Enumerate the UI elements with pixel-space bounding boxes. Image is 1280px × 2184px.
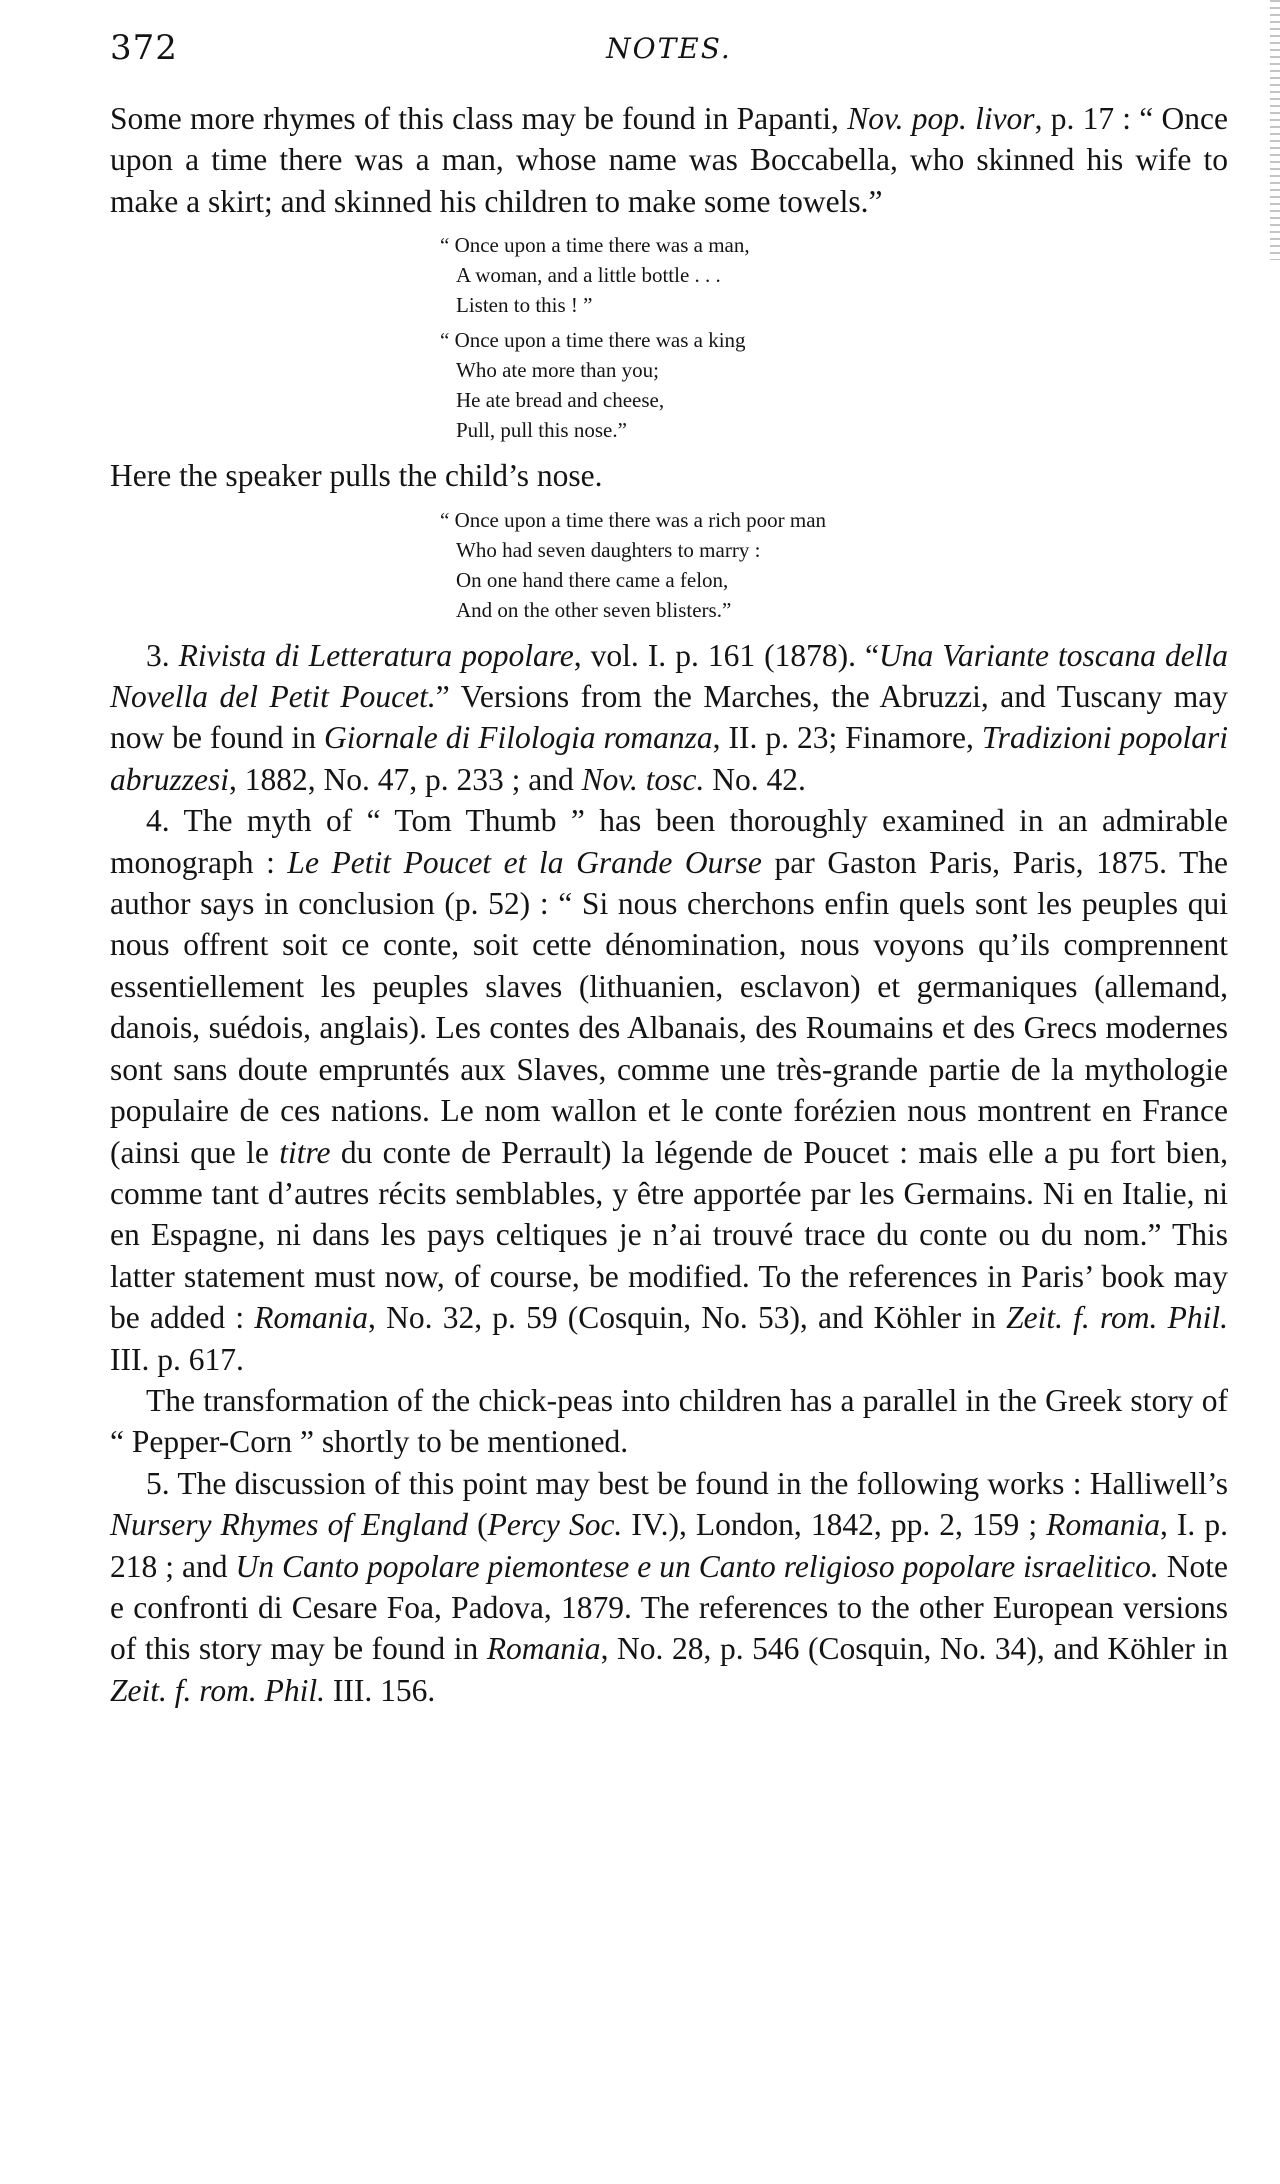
verse-line: A woman, and a little bottle . . . [456,263,721,288]
italic-title: Romania [486,1631,601,1667]
text-run: 5. The discussion of this point may best be found in the following works : Halliwell’s [146,1465,1228,1501]
verse-line: “ Once upon a time there was a rich poor man [440,507,827,532]
text-run: 4. The myth of “ Tom Thumb ” has been thoroughly examined in an admirable monograph : [110,803,1228,880]
text-run: ” Versions from the Marches, the Abruzzi, and Tuscany may now be found in [110,679,1228,756]
note-3 [110,635,1228,801]
stanza-1 [440,230,1228,320]
intro-paragraph [110,98,1228,222]
text-run: III. p. 617. [110,1341,244,1377]
text-run: , 1882, No. 47, p. 233 ; and [229,761,582,797]
text-run: Note e confronti di Cesare Foa, Padova, 1879. The references to the other European versions of this story may be found in [110,1548,1228,1667]
verse-line: Pull, pull this nose.” [456,418,627,443]
verse-line: Who ate more than you; [456,358,659,383]
verse-block-2 [440,505,1228,625]
stanza-2 [440,325,1228,445]
text-run: , I. p. 218 ; and [110,1507,1228,1584]
text-run: , No. 28, p. 546 (Cosquin, No. 34), and Köhler in [600,1631,1228,1667]
text-run: IV.), London, 1842, pp. 2, 159 ; [622,1507,1047,1543]
verse-line: And on the other seven blisters.” [456,597,732,622]
italic-title: Le Petit Poucet et la Grande Ourse [287,844,762,880]
text-run: , II. p. 23; Finamore, [712,720,982,756]
text-run: par Gaston Paris, Paris, 1875. The author says in conclusion (p. 52) : “ Si nous cherchons enfin quels sont les peuples qui nous offrent soit ce conte, soit cette dénomination, nous voyons qu’ils comprennent essentiellement les peuples slaves (lithuanien, esclavon) et germaniques (allemand, danois, suédois, anglais). Les contes des Albanais, des Roumains et des Grecs modernes sont sans doute empruntés aux Slaves, comme une très-grande partie de la mythologie populaire de ces nations. Le nom wallon et le conte forézien nous montrent en France (ainsi que le [110,844,1228,1170]
text-run: du conte de Perrault) la légende de Poucet : mais elle a pu fort bien, comme tant d’autres récits semblables, y être apportée par les Germains. Ni en Italie, ni en Espagne, ni dans les pays celtiques je n’ai trouvé trace du conte ou du nom.” This latter statement must now, of course, be modified. To the references in Paris’ book may be added : [110,1134,1228,1336]
italic-title: Zeit. f. rom. Phil. [1006,1300,1228,1336]
text-run: , vol. I. p. 161 (1878). “ [573,637,879,673]
italic-title: Romania [1046,1507,1160,1543]
note-5 [110,1463,1228,1711]
verse-line: “ Once upon a time there was a man, [440,233,750,258]
stanza-3 [440,505,1228,625]
verse-line: Who had seven daughters to marry : [456,537,761,562]
italic-title: Zeit. f. rom. Phil. [110,1672,325,1708]
body-text [110,98,1228,1711]
italic-title: Nursery Rhymes of England [110,1507,468,1543]
italic-title: Tradizioni popolari abruzzesi [110,720,1228,797]
text-run: , p. 17 : “ Once upon a time there was a man, whose name was Boccabella, who skinned his wife to make a skirt; and skinned his children to make some towels.” [110,101,1228,219]
text-run: ( [467,1507,488,1543]
verse-block-1 [440,230,1228,445]
italic-title: Rivista di Letteratura popolare [178,637,574,673]
text-run: III. 156. [324,1672,436,1708]
verse-line: “ Once upon a time there was a king [440,328,746,353]
italic-title: Nov. tosc. [581,761,705,797]
scan-edge-mark [1270,0,1280,260]
text-run: , No. 32, p. 59 (Cosquin, No. 53), and Köhler in [368,1300,1007,1336]
text-run: 3. [146,637,179,673]
verse-line: On one hand there came a felon, [456,567,729,592]
italic-title: Nov. pop. livor [847,101,1035,136]
transformation-paragraph: The transformation of the chick-peas into children has a parallel in the Greek story of “ Pepper-Corn ” shortly to be mentioned. [110,1382,1228,1460]
page-number: 372 [110,28,178,68]
italic-title: Giornale di Filologia romanza [324,720,713,756]
speaker-note: Here the speaker pulls the child’s nose. [110,458,603,494]
italic-title: Un Canto popolare piemontese e un Canto religioso popolare israelitico. [235,1548,1159,1584]
page-header [110,28,1228,78]
italic-title: Percy Soc. [487,1507,623,1543]
verse-line: Listen to this ! ” [456,293,593,318]
note-4 [110,800,1228,1380]
running-head: NOTES. [606,32,732,65]
italic-word: titre [279,1134,331,1170]
italic-title: Una Variante toscana della Novella del Petit Poucet. [110,637,1229,715]
italic-title: Romania [254,1300,369,1336]
verse-line: He ate bread and cheese, [456,388,665,413]
text-run: Some more rhymes of this class may be found in Papanti, [110,101,848,136]
text-run: No. 42. [704,761,806,797]
